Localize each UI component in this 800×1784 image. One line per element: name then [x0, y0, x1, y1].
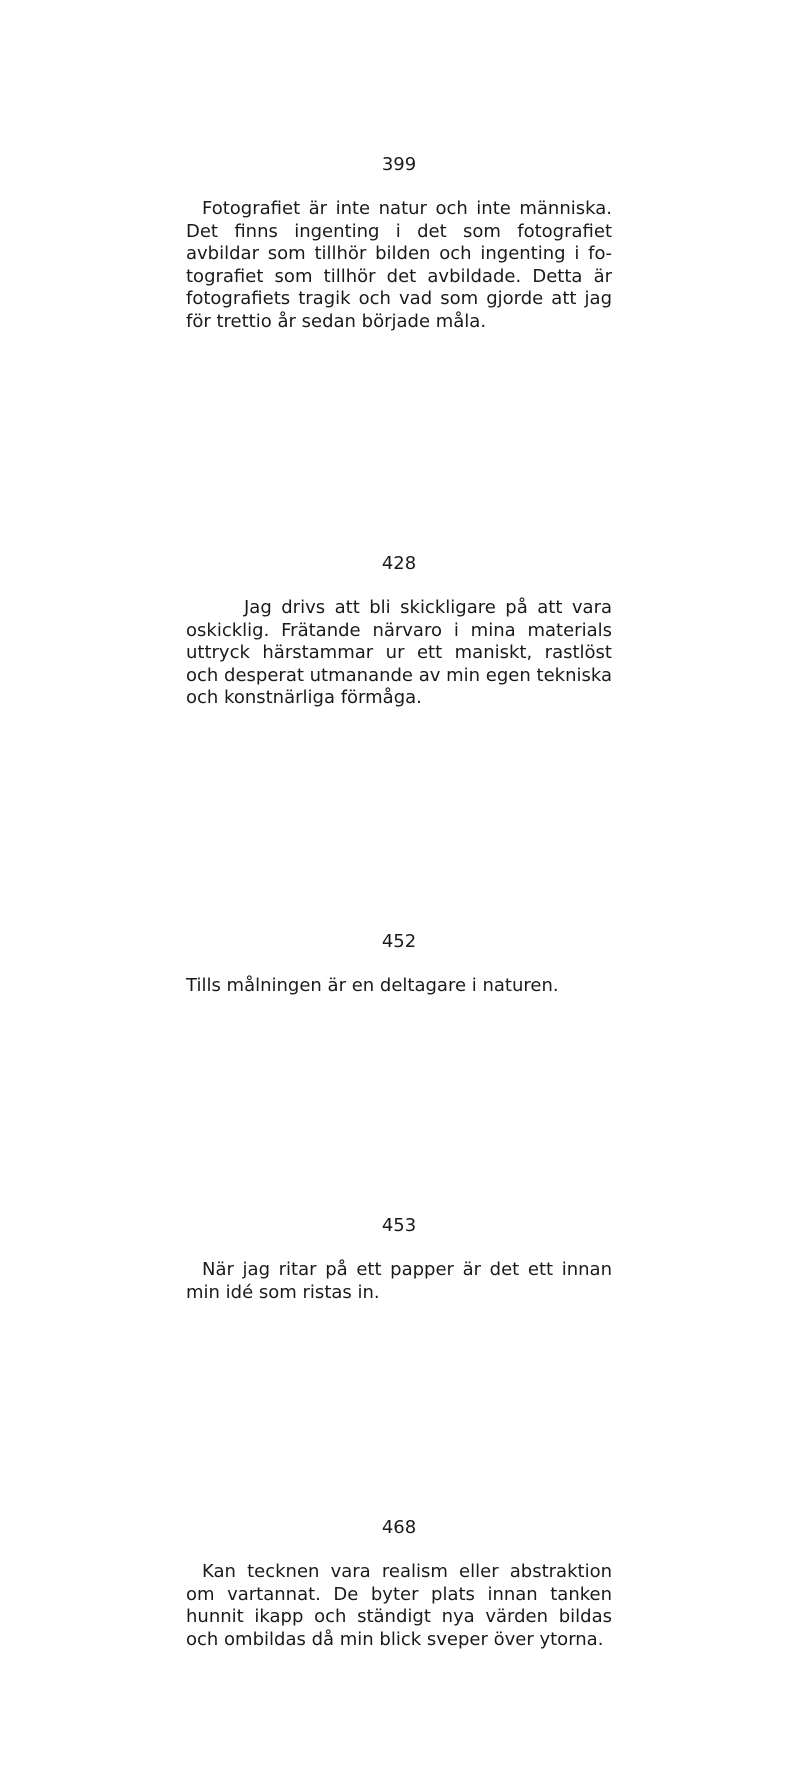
- section-428: [186, 553, 612, 710]
- section-paragraph: När jag ritar på ett papper är det ett innan min idé som ristas in.: [186, 1259, 612, 1303]
- section-number: 452: [381, 931, 417, 952]
- section-452: [186, 931, 612, 998]
- section-399: [186, 154, 612, 334]
- section-paragraph: Fotografiet är inte natur och inte människa. Det finns ingenting i det som fotografiet avbildar som tillhör bilden och ingenting i fotografiet som tillhör det avbildade. Detta är fotografiets tragik och vad som gjorde att jag för trettio år sedan började måla.: [186, 198, 612, 332]
- section-number: 399: [381, 154, 417, 175]
- section-paragraph: Tills målningen är en deltagare i naturen.: [186, 975, 559, 996]
- section-paragraph: Jag drivs att bli skickligare på att vara oskicklig. Frätande närvaro i mina materials uttryck härstammar ur ett maniskt, rastlöst och desperat utmanande av min egen tekniska och konstnärliga förmåga.: [186, 597, 612, 709]
- section-number: 468: [381, 1517, 417, 1538]
- section-number: 453: [381, 1215, 417, 1236]
- section-paragraph: Kan tecknen vara realism eller abstraktion om vartannat. De byter plats innan tanken hunnit ikapp och ständigt nya värden bildas och ombildas då min blick sveper över ytorna.: [186, 1561, 612, 1650]
- section-453: [186, 1215, 612, 1304]
- section-468: [186, 1517, 612, 1651]
- section-number: 428: [381, 553, 417, 574]
